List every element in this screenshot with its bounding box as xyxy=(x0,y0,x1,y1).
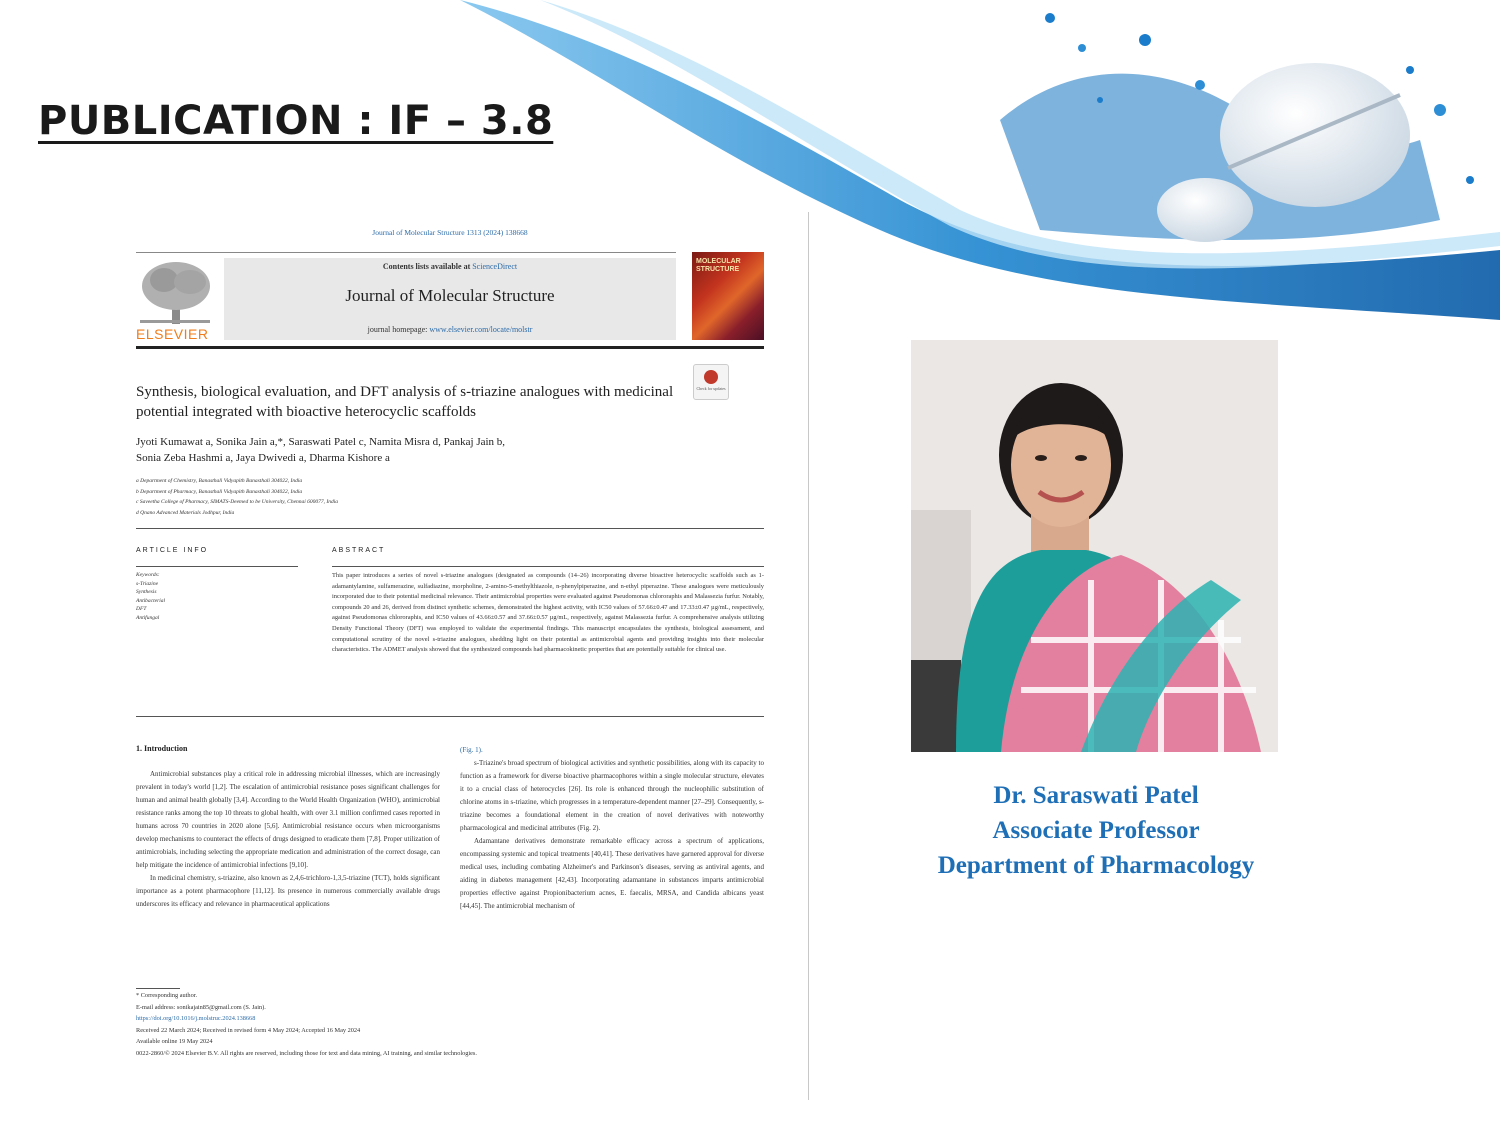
authors-line-1: Jyoti Kumawat a, Sonika Jain a,*, Saraswati Patel c, Namita Misra d, Pankaj Jain b, xyxy=(136,436,506,448)
check-for-updates-badge[interactable] xyxy=(693,364,729,400)
affiliation-b: b Department of Pharmacy, Banasthali Vidyapith Banasthali 304022, India xyxy=(136,488,303,495)
vertical-divider xyxy=(808,212,809,1100)
homepage-prefix: journal homepage: xyxy=(367,325,430,334)
homepage-link[interactable]: www.elsevier.com/locate/molstr xyxy=(429,325,533,334)
introduction-column-1 xyxy=(136,768,440,911)
abstract-end-rule xyxy=(136,716,764,717)
profile-department: Department of Pharmacology xyxy=(937,852,1255,879)
cover-title: MOLECULAR STRUCTURE xyxy=(696,258,741,273)
slide-title: PUBLICATION : IF – 3.8 xyxy=(38,98,554,144)
fig-reference: (Fig. 1). xyxy=(460,746,483,754)
abstract-rule xyxy=(332,566,764,567)
section-rule xyxy=(136,528,764,529)
authors-line-2: Sonia Zeba Hashmi a, Jaya Dwivedi a, Dharma Kishore a xyxy=(136,452,390,464)
affiliation-a: a Department of Chemistry, Banasthali Vidyapith Banasthali 304022, India xyxy=(136,478,303,484)
copyright-note: 0022-2860/© 2024 Elsevier B.V. All rights are reserved, including those for text and data mining, AI training, and similar technologies. xyxy=(136,1049,477,1057)
available-online: Available online 19 May 2024 xyxy=(136,1038,213,1045)
journal-homepage xyxy=(224,325,676,334)
affiliation-c: c Saveetha College of Pharmacy, SIMATS-Deemed to be University, Chennai 600077, India xyxy=(136,499,339,505)
paper-first-page xyxy=(136,222,764,1082)
introduction-heading: 1. Introduction xyxy=(136,744,188,753)
portrait-illustration xyxy=(911,340,1278,752)
profile-name: Dr. Saraswati Patel xyxy=(993,782,1199,809)
contents-availability xyxy=(224,262,676,271)
corresponding-author-note: * Corresponding author. xyxy=(136,992,198,999)
intro-paragraph: In medicinal chemistry, s-triazine, also known as 2,4,6-trichloro-1,3,5-triazine (TCT), holds significant importance as a potent pharmacophore [11,12]. Its presence in numerous commercially available drugs underscores its efficacy and relevance in pharmaceutical applications xyxy=(136,874,440,908)
intro-paragraph: Adamantane derivatives demonstrate remarkable efficacy across a spectrum of applications, encompassing systemic and topical treatments [40,41]. These derivatives have garnered approval for diverse medical uses, including combating Alzheimer's and Parkinson's diseases, serving as antiviral agents, and aiding in diabetes management [42,43]. Incorporating adamantane in substances imparts antimicrobial properties effective against Propionibacterium acnes, E. faecalis, MRSA, and Candida albicans yeast [44,45]. The antimicrobial mechanism of xyxy=(460,837,764,910)
keywords-label: Keywords: xyxy=(136,572,160,578)
check-updates-text: Check for updates xyxy=(696,386,726,391)
doi-link[interactable]: https://doi.org/10.1016/j.molstruc.2024.138668 xyxy=(136,1015,256,1022)
keyword: Antifungal xyxy=(136,614,160,621)
header-thick-rule xyxy=(136,346,764,349)
abstract-label: ABSTRACT xyxy=(332,547,386,554)
keyword: DFT xyxy=(136,606,147,612)
journal-header-box xyxy=(224,258,676,340)
sciencedirect-link[interactable]: ScienceDirect xyxy=(472,262,518,271)
contents-prefix: Contents lists available at xyxy=(382,262,473,271)
intro-paragraph: s-Triazine's broad spectrum of biological activities and synthetic possibilities, along with its capacity to function as a framework for diverse bioactive pharmacophores within a single molecular structure, elevates it to a crucial class of heterocycles [26]. Its role is enhanced through the nucleophilic substitution of chlorine atoms in s-triazine, which progresses in a temperature-dependent manner [27–29]. Consequently, s-triazine becomes a foundational element in the creation of novel derivatives with noteworthy pharmacological and medicinal attributes (Fig. 2). xyxy=(460,759,764,832)
keyword: Antibacterial xyxy=(136,597,166,604)
elsevier-wordmark: ELSEVIER xyxy=(136,326,209,342)
intro-paragraph: Antimicrobial substances play a critical role in addressing microbial illnesses, which are increasingly prevalent in today's world [1,2]. The escalation of antimicrobial resistance poses significant challenges for human and animal health globally [3,4]. According to the World Health Organization (WHO), antimicrobial resistance ranks among the top 10 threats to global health, with over 3.1 million confirmed cases reported in humans across 70 countries in 2020 alone [5,6]. Antimicrobial resistance occurs when microorganisms develop mechanisms to counteract the effects of drugs designed to eradicate them [7,8]. Proper utilization of antimicrobials, including selecting the appropriate medication and administration of the correct dosage, can help mitigate the incidence of antimicrobial infections [9,10]. xyxy=(136,770,440,869)
journal-name: Journal of Molecular Structure xyxy=(345,286,555,305)
affiliations xyxy=(136,476,656,518)
introduction-column-2 xyxy=(460,744,764,913)
keyword: Synthesis xyxy=(136,589,157,595)
article-info-rule xyxy=(136,566,298,567)
header-rule xyxy=(136,252,676,253)
footnote-rule xyxy=(136,988,180,989)
profile-designation: Associate Professor xyxy=(992,817,1200,844)
pill-icon xyxy=(1220,63,1410,207)
article-info-label: ARTICLE INFO xyxy=(136,547,209,554)
profile-caption xyxy=(880,778,1312,883)
journal-cover xyxy=(692,252,764,340)
keywords-list xyxy=(136,571,165,622)
affiliation-d: d Qnano Advanced Materials Jodhpur, India xyxy=(136,509,235,516)
journal-citation: Journal of Molecular Structure 1313 (2024) 138668 xyxy=(372,228,528,237)
bookmark-icon xyxy=(704,370,718,384)
footnotes xyxy=(136,990,477,1059)
keyword: s-Triazine xyxy=(136,580,159,587)
author-list xyxy=(136,434,696,466)
profile-photo xyxy=(911,340,1278,752)
email-note: E-mail address: sonikajain85@gmail.com (S. Jain). xyxy=(136,1003,266,1011)
received-dates: Received 22 March 2024; Received in revised form 4 May 2024; Accepted 16 May 2024 xyxy=(136,1026,361,1034)
abstract-text: This paper introduces a series of novel s-triazine analogues (designated as compounds (14–26) incorporating diverse bioactive heterocyclic scaffolds such as 1-adamantylamine, sulfamerazine, sulfadiazine, morpholine, 2-amino-5-methylthiazole, n-phenylpiperazine, and n-ethyl piperazine. These analogues were meticulously incorporated due to their potential medicinal relevance. Their antimicrobial properties were evaluated against Pseudomonas chlororaphis and Malassezia furfur. Notably, compounds 20 and 26, derived from distinct synthetic schemes, demonstrated the highest activity, with IC50 values of 57.66±0.47 and 17.33±0.47 µg/mL, respectively, against Pseudomonas chlororaphis, and IC50 values of 43.66±0.57 and 37.66±0.57 µg/mL, respectively, against Malassezia furfur. A comprehensive analysis utilizing Density Functional Theory (DFT) was employed to validate the experimental findings. This manuscript encapsulates the synthesis, biological assessment, and computational scrutiny of the novel s-triazine analogues, shedding light on their potential as antimicrobial agents and providing insights into their molecular characteristics. The ADMET analysis showed that the synthesized compounds had pharmacokinetic properties that are potentially suitable for clinical use. xyxy=(332,572,764,654)
paper-title: Synthesis, biological evaluation, and DFT analysis of s-triazine analogues with medicinal potential integrated with bioactive heterocyclic scaffolds xyxy=(136,384,674,420)
